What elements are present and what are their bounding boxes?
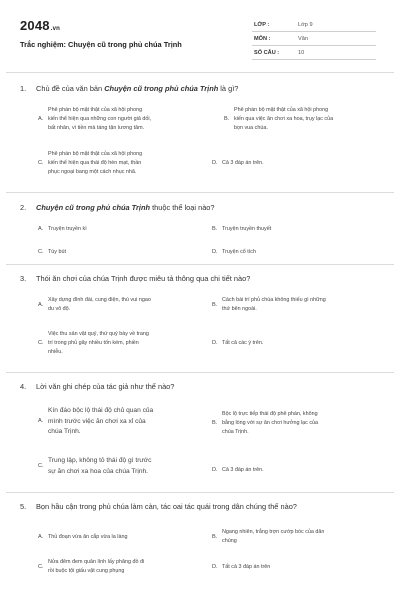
option-a[interactable]: A. Xây dựng đình đài, cung điện, thú vui ngao du vô độ. xyxy=(38,297,151,312)
option-b[interactable]: B. Ngang nhiên, trắng trợn cướp bóc của dân chúng xyxy=(212,529,325,544)
option-d[interactable]: D. Cả 3 đáp án trên. xyxy=(212,467,264,473)
divider xyxy=(6,192,394,193)
option-c[interactable]: C. Trung lập, không tỏ thái độ gì trước sự ăn chơi xa hoa của chúa Trịnh. xyxy=(38,457,152,475)
question-1 xyxy=(6,84,394,194)
question-text: Lời văn ghi chép của tác giả như thế nào? xyxy=(36,382,175,391)
question-heading xyxy=(20,274,250,283)
question-number: 3. xyxy=(20,274,27,283)
divider xyxy=(6,492,394,493)
question-5 xyxy=(6,502,394,592)
option-d[interactable]: D. Tất cả các ý trên. xyxy=(212,340,264,346)
option-a[interactable]: A. Thủ đoạn vừa ăn cắp vừa la làng xyxy=(38,534,128,540)
option-d[interactable]: D. Truyện cổ tích xyxy=(212,249,256,255)
question-2 xyxy=(6,203,394,263)
question-number: 4. xyxy=(20,382,27,391)
divider xyxy=(6,372,394,373)
meta-label: MÔN : xyxy=(254,36,271,42)
question-text: Chủ đề của văn bản Chuyện cũ trong phủ chúa Trịnh là gì? xyxy=(36,84,239,93)
option-a[interactable]: A. Kín đáo bộc lộ thái độ chủ quan của mình trước việc ăn chơi xa xỉ của chúa Trịnh. xyxy=(38,407,154,435)
meta-row-class xyxy=(252,18,376,32)
meta-value: Văn xyxy=(298,36,308,42)
question-text: Chuyện cũ trong phủ chúa Trịnh thuộc thể loại nào? xyxy=(36,203,215,212)
question-3 xyxy=(6,274,394,374)
option-c[interactable]: C. Tùy bút xyxy=(38,249,66,255)
question-text: Thói ăn chơi của chúa Trịnh được miêu tả thông qua chi tiết nào? xyxy=(36,274,251,283)
meta-label: SỐ CÂU : xyxy=(254,50,280,56)
meta-row-subject xyxy=(252,32,376,46)
divider xyxy=(6,72,394,73)
meta-value: 10 xyxy=(298,50,305,56)
question-number: 5. xyxy=(20,502,27,511)
question-number: 1. xyxy=(20,84,27,93)
option-c[interactable]: C. Việc thu sản vật quý, thứ quý bày về trang trí trong phủ gây nhiều tốn kém, phiền nhiễu. xyxy=(38,331,149,355)
divider xyxy=(6,264,394,265)
question-number: 2. xyxy=(20,203,27,212)
question-heading xyxy=(20,203,215,212)
quiz-meta-table xyxy=(252,18,376,60)
option-b[interactable]: B. Phê phán bộ mặt thật của xã hội phong kiến qua việc ăn chơi xa hoa, trụy lạc của bọn vua chúa. xyxy=(224,107,334,131)
logo-main: 2048 xyxy=(20,18,50,33)
option-d[interactable]: D. Cả 3 đáp án trên. xyxy=(212,160,264,166)
option-a[interactable]: A. Truyện truyền kì xyxy=(38,226,87,232)
page-header xyxy=(16,10,386,64)
question-heading xyxy=(20,382,174,391)
logo-suffix: .vn xyxy=(50,26,61,32)
site-logo[interactable] xyxy=(20,18,60,33)
meta-value: Lớp 9 xyxy=(298,22,313,28)
option-d[interactable]: D. Tất cả 3 đáp án trên xyxy=(212,564,271,570)
meta-label: LỚP : xyxy=(254,22,270,28)
question-text: Bọn hầu cận trong phủ chúa làm càn, tác oai tác quái trong dân chúng thế nào? xyxy=(36,502,297,511)
quiz-title: Trắc nghiệm: Chuyện cũ trong phủ chúa Trịnh xyxy=(20,40,182,49)
question-4 xyxy=(6,382,394,492)
option-a[interactable]: A. Phê phán bộ mặt thật của xã hội phong kiến thể hiện qua những con người giả dối, bất nhân, vì tiền mà táng tận lương tâm. xyxy=(38,107,152,131)
question-heading xyxy=(20,84,238,93)
option-b[interactable]: B. Bộc lộ trực tiếp thái độ phê phán, không bằng lòng với sự ăn chơi hưởng lạc của chúa Trịnh. xyxy=(212,411,319,435)
option-c[interactable]: C. Phê phán bộ mặt thật của xã hội phong kiến thể hiện qua thái độ hèn mạt, thần phục ngoại bang một cách nhục nhã. xyxy=(38,151,143,175)
option-b[interactable]: B. Truyện truyền thuyết xyxy=(212,226,272,232)
option-b[interactable]: B. Cách bài trí phủ chúa không thiếu gì những thứ bên ngoài. xyxy=(212,297,326,312)
option-c[interactable]: C. Nửa đêm đem quân lính lấy phăng đồ đi rồi buộc tội giấu vật cung phụng xyxy=(38,559,145,574)
question-heading xyxy=(20,502,297,511)
meta-row-count xyxy=(252,46,376,60)
